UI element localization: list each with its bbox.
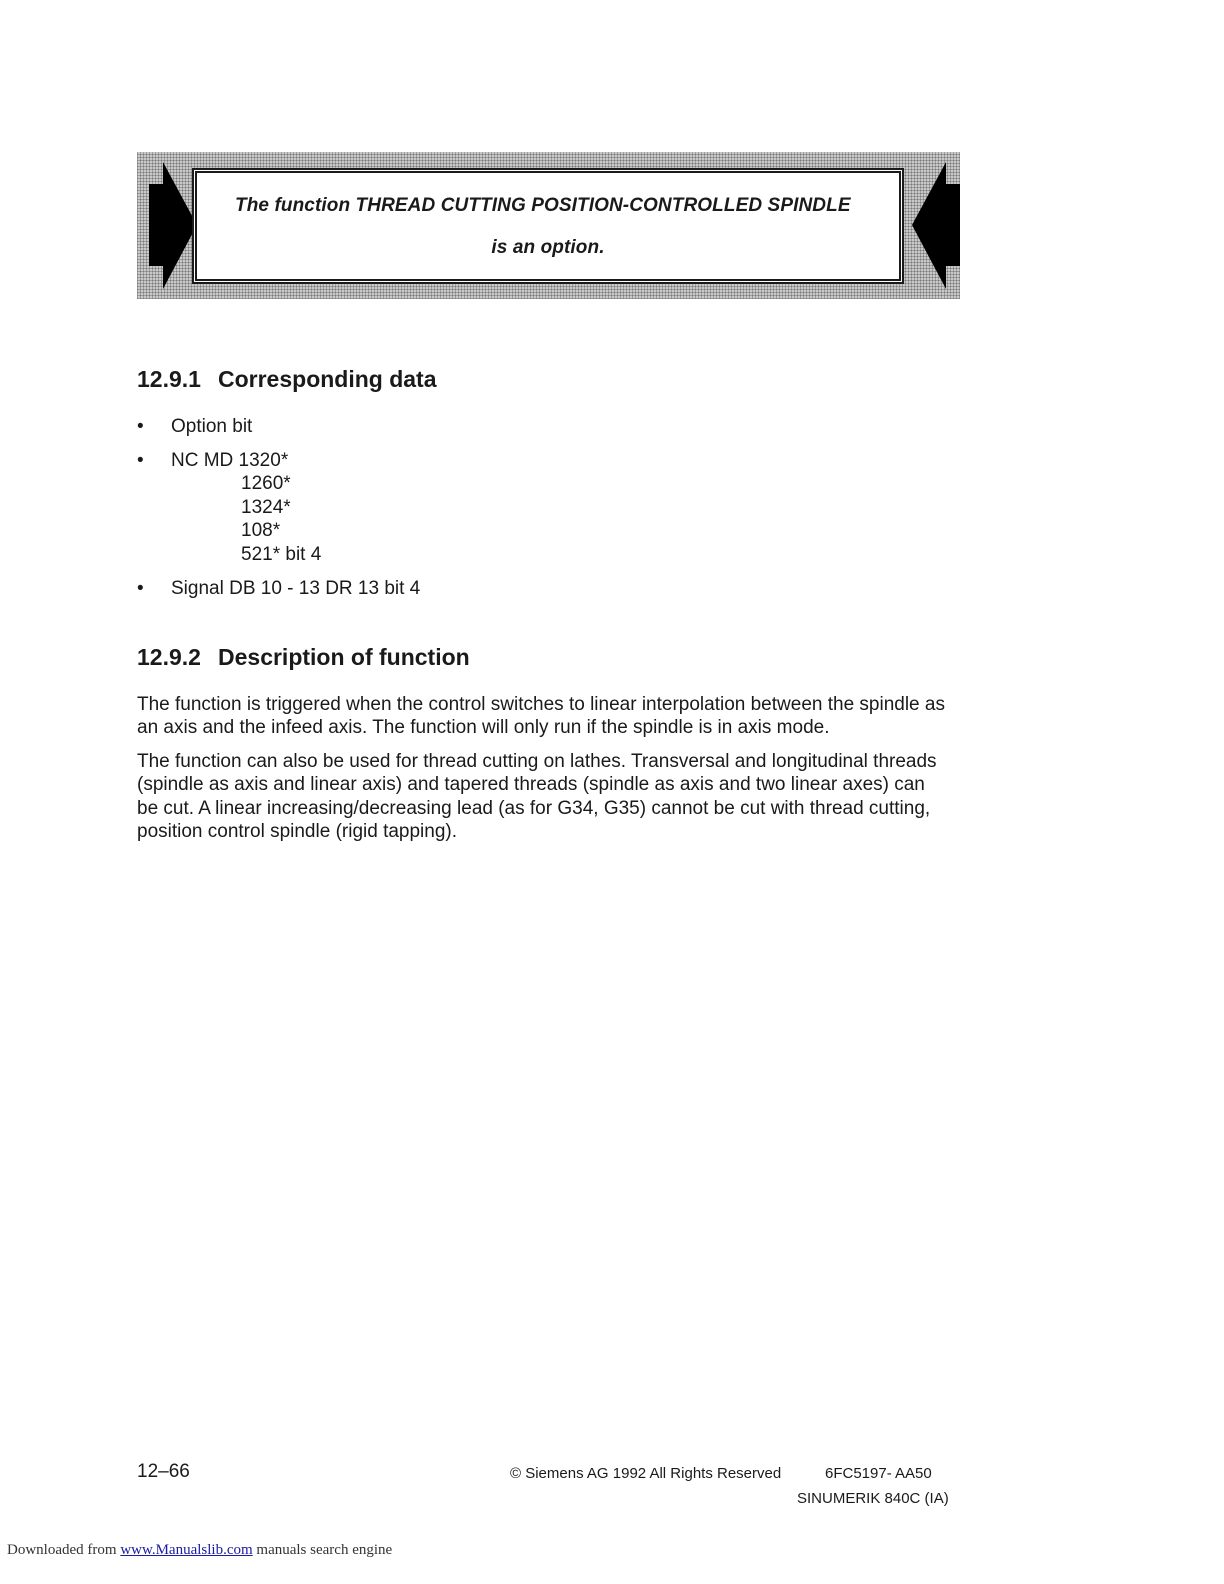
section-number: 12.9.1 [137,366,201,392]
download-attribution [7,1542,392,1559]
option-notice-line-2: is an option. [491,237,605,258]
section-number: 12.9.2 [137,644,201,670]
option-notice-line-1: The function THREAD CUTTING POSITION-CONTROLLED SPINDLE [235,195,851,216]
md-sub-item: 1260* [241,473,291,494]
section-heading-description-of-function [137,644,470,671]
option-notice-box [195,171,901,281]
list-item-text: Signal DB 10 - 13 DR 13 bit 4 [171,578,421,599]
download-prefix: Downloaded from [7,1542,121,1558]
option-banner [137,152,960,299]
download-suffix: manuals search engine [252,1542,393,1558]
paragraph: The function is triggered when the control switches to linear interpolation between the spindle as an axis and the infeed axis. The function will only run if the spindle is in axis mode. [137,694,945,739]
list-item-text: NC MD 1320* [171,450,289,471]
list-item-text: Option bit [171,416,253,437]
arrow-left-icon [912,162,960,289]
md-sub-item: 1324* [241,496,291,518]
arrow-right-icon [149,162,197,289]
paragraph: The function can also be used for thread cutting on lathes. Transversal and longitudinal threads (spindle as axis and linear axis) and tapered threads (spindle as axis and two linear axes) can be cut. A linear increasing/decreasing lead (as for G34, G35) cannot be cut with thread cutting, position control spindle (rigid tapping). [137,751,937,842]
page-number: 12–66 [137,1461,190,1482]
copyright-notice: © Siemens AG 1992 All Rights Reserved [510,1465,782,1482]
section-title: Corresponding data [218,366,437,392]
order-number: 6FC5197- AA50 [825,1465,932,1482]
bullet-marker: • [137,416,144,437]
bullet-marker: • [137,578,144,599]
section-title: Description of function [218,644,470,670]
product-name: SINUMERIK 840C (IA) [797,1490,949,1507]
bullet-marker: • [137,450,144,471]
manualslib-link[interactable]: www.Manualslib.com [120,1542,253,1558]
md-sub-item: 108* [241,520,281,541]
md-sub-item: 521* bit 4 [241,543,322,565]
section-heading-corresponding-data [137,366,437,393]
